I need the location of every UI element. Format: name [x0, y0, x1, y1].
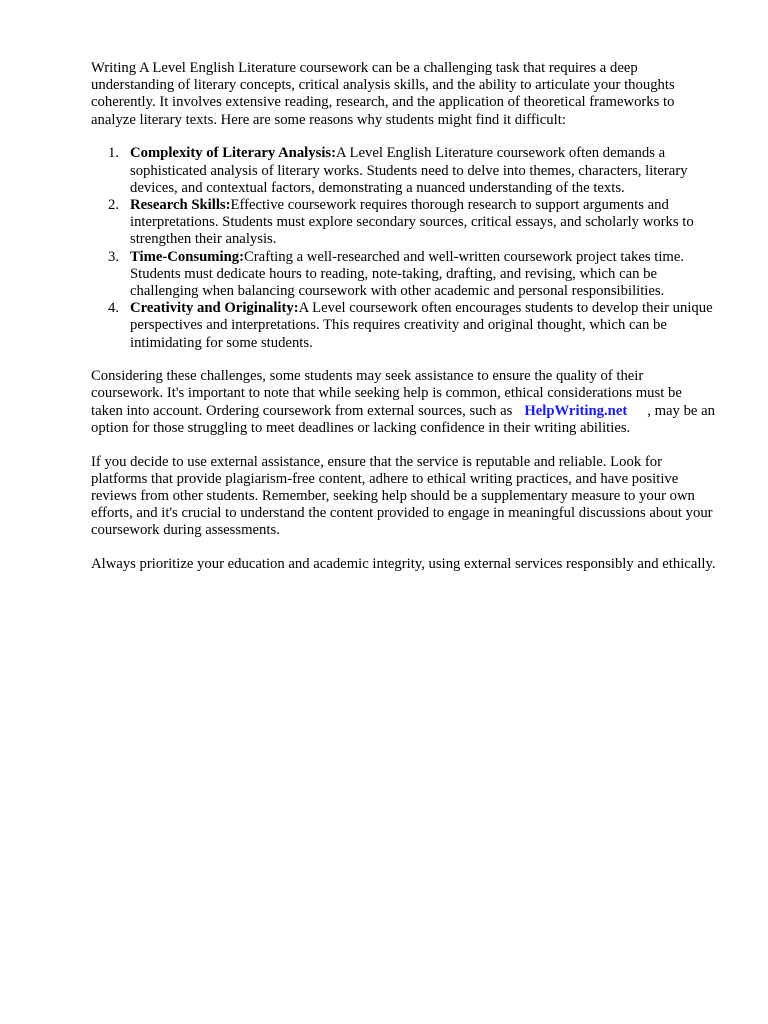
list-item [108, 300, 717, 352]
list-item-text: Effective coursework requires thorough research to support arguments and interpretations. Students must explore secondary sources, critical essays, and scholarly works to strengthen their analysis. [130, 196, 694, 248]
considering-paragraph [91, 368, 716, 437]
list-item-number: 3. [108, 248, 120, 265]
list-item [108, 196, 717, 249]
list-item-number: 2. [108, 196, 120, 213]
list-item [108, 248, 717, 301]
list-item-term: Complexity of Literary Analysis: [130, 145, 337, 162]
list-item-text: Crafting a well-researched and well-written coursework project takes time. Students must dedicate hours to reading, note-taking, drafting, and revising, which can be challenging when balancing coursework with other academic and personal responsibilities. [130, 248, 685, 299]
considering-text-start: Considering these challenges, some students may seek assistance to ensure the quality of their coursework. It's important to note that while seeking help is common, ethical considerations must be taken into account. Ordering coursework from external sources, such as [91, 368, 682, 419]
considering-text-end: , may be an option for those struggling to meet deadlines or lacking confidence in their writing abilities. [91, 402, 715, 436]
list-item-text: A Level English Literature coursework often demands a sophisticated analysis of literary works. Students need to delve into themes, characters, literary devices, and contextual factors, demonstrating a nuanced understanding of the texts. [130, 145, 688, 196]
closing-paragraph: Always prioritize your education and academic integrity, using external services responsibly and ethically. [91, 556, 716, 573]
list-item-term: Time-Consuming: [130, 248, 244, 265]
list-item-term: Research Skills: [130, 196, 231, 213]
list-item-term: Creativity and Originality: [130, 300, 299, 317]
list-item-number: 1. [108, 145, 120, 162]
intro-paragraph: Writing A Level English Literature coursework can be a challenging task that requires a deep understanding of literary concepts, critical analysis skills, and the ability to articulate your thoughts coherently. It involves extensive reading, research, and the application of theoretical frameworks to analyze literary texts. Here are some reasons why students might find it difficult: [91, 60, 675, 128]
external-assistance-paragraph: If you decide to use external assistance, ensure that the service is reputable and reliable. Look for platforms that provide plagiarism-free content, adhere to ethical writing practices, and have positive reviews from other students. Remember, seeking help should be a supplementary measure to your own efforts, and it's crucial to understand the content provided to engage in meaningful discussions about your coursework during assessments. [91, 453, 713, 539]
helpwriting-link[interactable]: HelpWriting.net [524, 402, 628, 419]
list-item [108, 145, 717, 197]
reasons-list [108, 145, 717, 351]
list-item-number: 4. [108, 300, 120, 317]
list-item-text: A Level coursework often encourages students to develop their unique perspectives and interpretations. This requires creativity and original thought, which can be intimidating for some students. [130, 300, 713, 351]
